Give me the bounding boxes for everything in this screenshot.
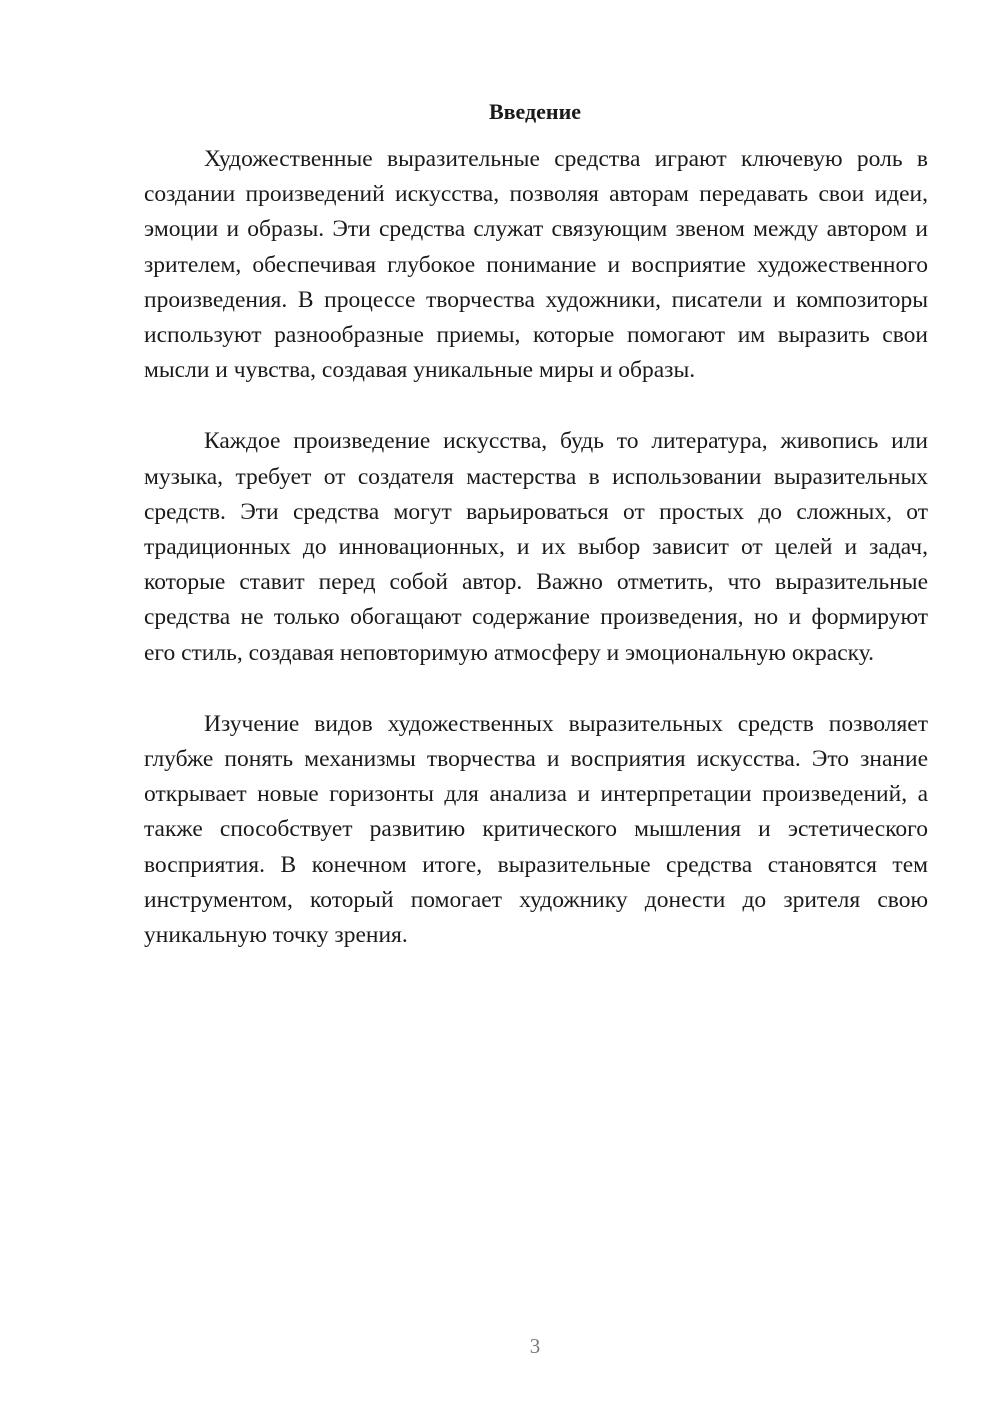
section-heading: Введение — [488, 99, 582, 124]
paragraph-1: Художественные выразительные средства играют ключевую роль в создании произведений искусства, позволяя авторам передавать свои идеи, эмоции и образы. Эти средства служат связующим звеном между автором и зрителем, обеспечивая глубокое понимание и восприятие художественного произведения. В процессе творчества художники, писатели и композиторы используют разнообразные приемы, которые помогают им выразить свои мысли и чувства, создавая уникальные миры и образы. — [144, 146, 928, 384]
body-text — [144, 142, 928, 989]
page-number: 3 — [529, 1334, 541, 1358]
paragraph-3: Изучение видов художественных выразительных средств позволяет глубже понять механизмы творчества и восприятия искусства. Это знание открывает новые горизонты для анализа и интерпретации произведений, а также способствует развитию критического мышления и эстетического восприятия. В конечном итоге, выразительные средства становятся тем инструментом, который помогает художнику донести до зрителя свою уникальную точку зрения. — [144, 710, 928, 949]
paragraph-2: Каждое произведение искусства, будь то литература, живопись или музыка, требует от создателя мастерства в использовании выразительных средств. Эти средства могут варьироваться от простых до сложных, от традиционных до инновационных, и их выбор зависит от целей и задач, которые ставит перед собой автор. Важно отметить, что выразительные средства не только обогащают содержание произведения, но и формируют его стиль, создавая неповторимую атмосферу и эмоциональную окраску. — [144, 428, 928, 666]
